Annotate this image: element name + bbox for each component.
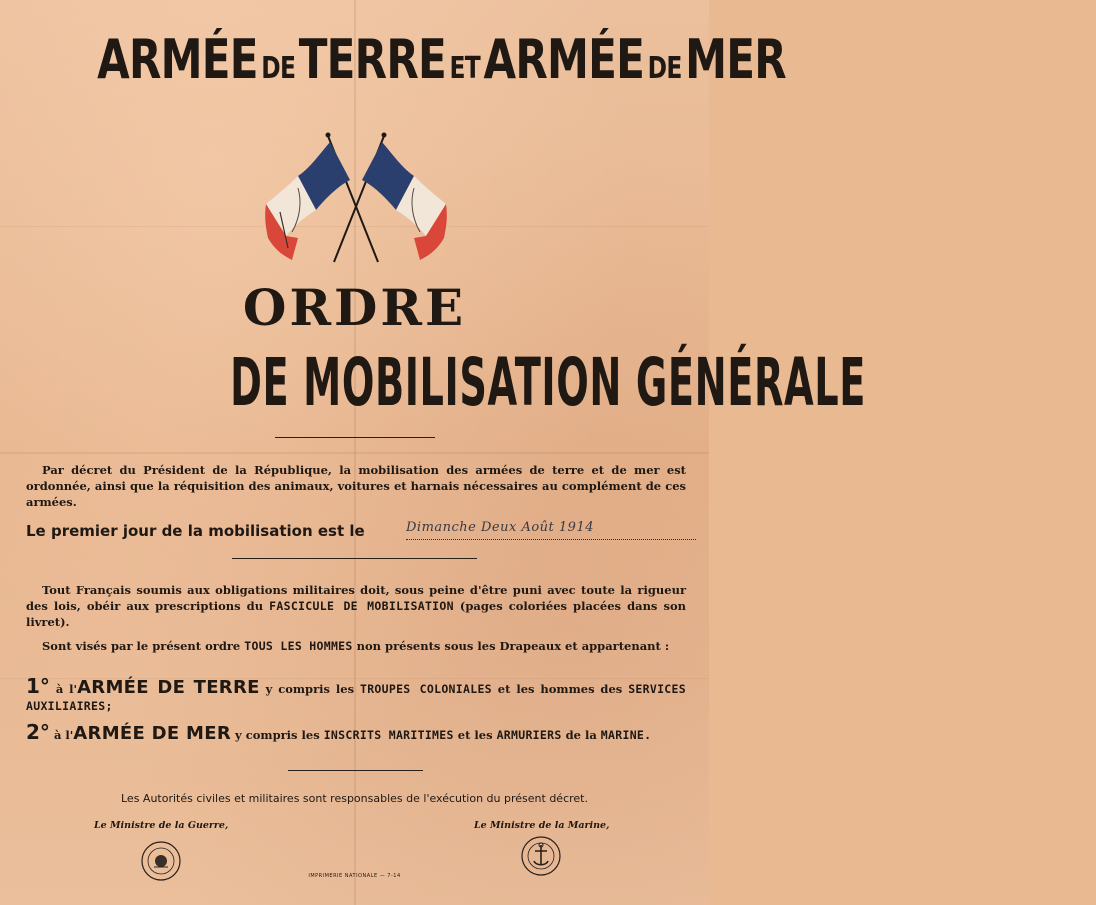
paragraph-text: (pages coloriées placées dans son livret). — [26, 599, 686, 629]
mobilisation-title — [0, 344, 866, 421]
printer-credit: IMPRIMERIE NATIONALE — 7-14 — [308, 873, 401, 879]
minister-war-signature: Le Ministre de la Guerre, — [94, 820, 229, 831]
divider — [288, 770, 423, 771]
ordre-title: ORDRE — [242, 278, 467, 337]
heading-word: ET — [449, 51, 480, 86]
paragraph-text: non présents sous les Drapeaux et appartenant : — [356, 639, 670, 653]
navy-name: ARMÉE DE MER — [73, 723, 232, 744]
item-caps: ARMURIERS — [496, 728, 562, 742]
concerned-men-paragraph — [26, 638, 686, 654]
item-text: y compris les — [265, 682, 355, 696]
crossed-flags-icon — [258, 128, 454, 268]
item-text: à l' — [53, 728, 74, 742]
list-item-navy — [26, 720, 686, 744]
poster-heading — [0, 28, 786, 91]
army-name: ARMÉE DE TERRE — [77, 677, 260, 698]
item-text: de la — [565, 728, 597, 742]
first-day-label: Le premier jour de la mobilisation est le — [26, 522, 365, 540]
authorities-line: Les Autorités civiles et militaires sont responsables de l'exécution du présent décret. — [121, 792, 588, 805]
decree-paragraph: Par décret du Président de la République, la mobilisation des armées de terre et de mer est ordonnée, ainsi que la réquisition des animaux, voitures et harnais nécessaires au complément de ces armées. — [26, 463, 686, 509]
heading-word: DE — [261, 51, 296, 86]
heading-word: MER — [685, 28, 786, 91]
first-day-line — [26, 522, 686, 540]
paragraph-text: Tout Français soumis aux obligations militaires doit, sous peine d'être puni avec toute la rigueur des lois, obéir aux prescriptions du — [26, 583, 686, 613]
item-caps: MARINE. — [600, 728, 652, 742]
item-text: et les hommes des — [497, 682, 623, 696]
heading-word: DE — [647, 51, 682, 86]
navy-ministry-seal-icon — [520, 835, 562, 877]
list-item-army — [26, 674, 686, 715]
heading-word: TERRE — [298, 28, 446, 91]
item-caps: INSCRITS MARITIMES — [323, 728, 454, 742]
date-dotted-line — [406, 539, 696, 540]
item-caps: TROUPES COLONIALES — [359, 682, 492, 696]
mobilisation-text: DE MOBILISATION GÉNÉRALE — [230, 344, 866, 421]
item-number: 2° — [26, 720, 50, 744]
heading-word: ARMÉE — [97, 28, 258, 91]
paragraph-text: Sont visés par le présent ordre — [42, 639, 241, 653]
item-text: y compris les — [235, 728, 320, 742]
item-text: et les — [457, 728, 493, 742]
fascicule-caps: FASCICULE DE MOBILISATION — [269, 599, 454, 613]
item-number: 1° — [26, 674, 50, 698]
item-text: à l' — [55, 682, 78, 696]
minister-navy-signature: Le Ministre de la Marine, — [474, 820, 610, 831]
divider — [232, 558, 477, 559]
paper-fold — [0, 452, 709, 454]
french-citizens-paragraph — [26, 582, 686, 630]
heading-word: ARMÉE — [483, 28, 645, 91]
all-men-caps: TOUS LES HOMMES — [244, 639, 353, 653]
item-caps: SERVICES AUXILIAIRES; — [26, 682, 686, 713]
handwritten-date: Dimanche Deux Août 1914 — [406, 520, 594, 535]
divider — [275, 437, 435, 438]
